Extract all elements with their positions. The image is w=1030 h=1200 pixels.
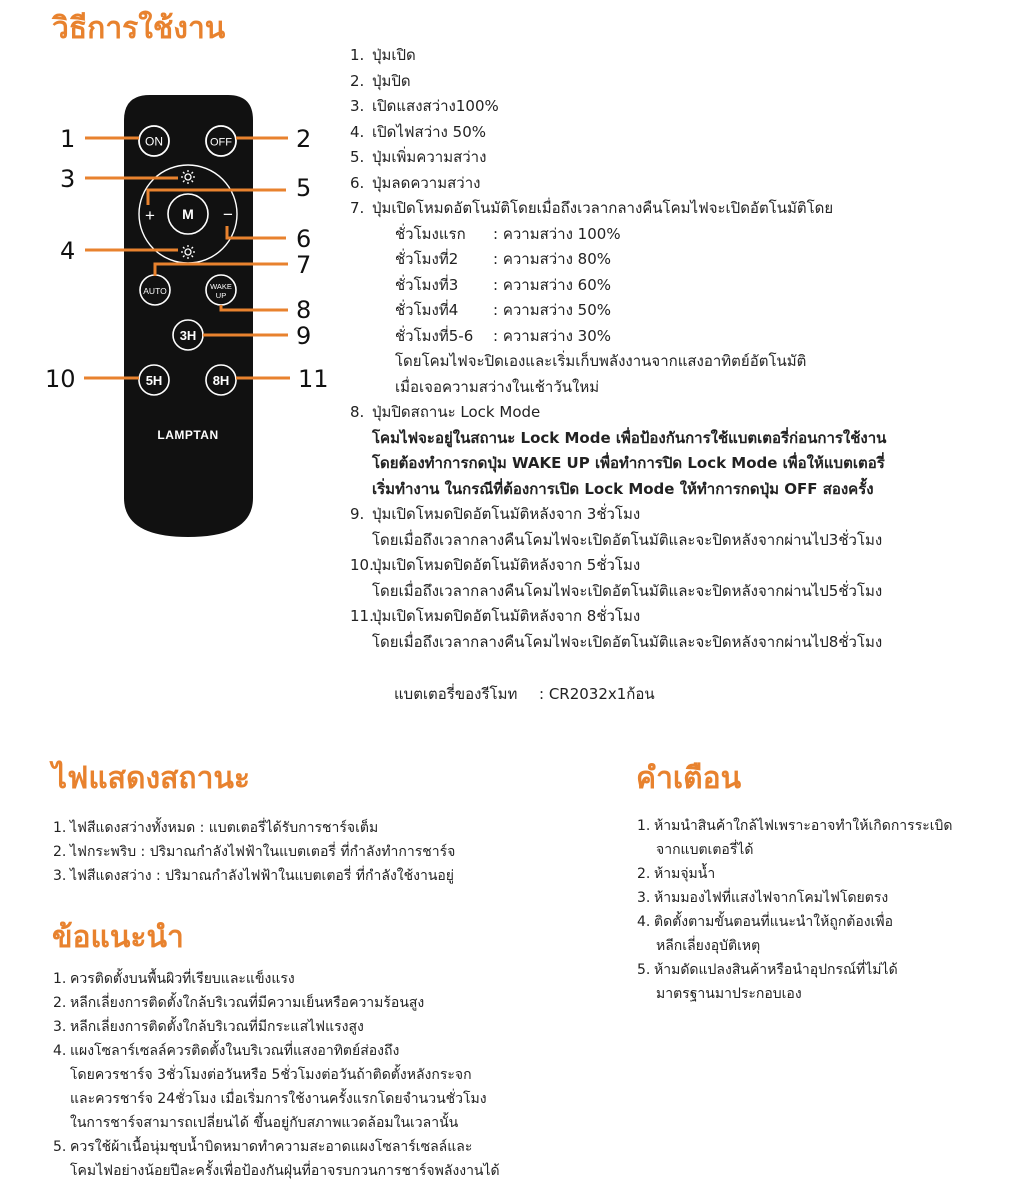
list-item: 11.ปุ่มเปิดโหมดปิดอัตโนมัติหลังจาก 8ชั่วโมง bbox=[350, 607, 641, 625]
callout-8: 8 bbox=[296, 296, 312, 324]
list-item: 1. ควรติดตั้งบนพื้นผิวที่เรียบและแข็งแรง bbox=[53, 971, 295, 987]
list-item: 8. ปุ่มปิดสถานะ Lock Mode bbox=[350, 403, 541, 421]
callout-4: 4 bbox=[60, 237, 76, 265]
schedule-row: ชั่วโมงที่2 : ความสว่าง 80% bbox=[395, 250, 612, 268]
list-item: 3. หลีกเลี่ยงการติดตั้งใกล้บริเวณที่มีกระแสไฟแรงสูง bbox=[53, 1019, 364, 1035]
list-item-cont: โดยควรชาร์จ 3ชั่วโมงต่อวันหรือ 5ชั่วโมงต่อวันถ้าติดตั้งหลังกระจก bbox=[70, 1067, 472, 1083]
callout-3: 3 bbox=[60, 165, 76, 193]
auto-button-label: AUTO bbox=[143, 286, 167, 296]
minus-button-label: − bbox=[223, 205, 233, 224]
list-item: 10.ปุ่มเปิดโหมดปิดอัตโนมัติหลังจาก 5ชั่วโมง bbox=[350, 556, 641, 574]
5h-button-label: 5H bbox=[145, 373, 163, 388]
status-list bbox=[53, 816, 455, 888]
list-item: 2. ห้ามจุ่มน้ำ bbox=[637, 866, 716, 882]
plus-button-label: + bbox=[145, 206, 155, 225]
auto-note-2: เมื่อเจอความสว่างในเช้าวันใหม่ bbox=[395, 377, 600, 396]
callout-6: 6 bbox=[296, 225, 312, 253]
remote-body bbox=[124, 95, 253, 537]
list-item-cont: ในการชาร์จสามารถเปลี่ยนได้ ขึ้นอยู่กับสภาพแวดล้อมในเวลานั้น bbox=[70, 1115, 459, 1131]
callout-5: 5 bbox=[296, 174, 312, 202]
remote-illustration bbox=[0, 0, 340, 545]
lock-mode-line: โดยต้องทำการกดปุ่ม WAKE UP เพื่อทำการปิด Lock Mode เพื่อให้แบตเตอรี่ bbox=[372, 454, 885, 472]
schedule-row: ชั่วโมงที่3 : ความสว่าง 60% bbox=[395, 275, 612, 294]
list-item-sub: โดยเมื่อถึงเวลากลางคืนโคมไฟจะเปิดอัตโนมัติและจะปิดหลังจากผ่านไป3ชั่วโมง bbox=[372, 530, 883, 549]
callout-1: 1 bbox=[60, 125, 76, 153]
off-button-label: OFF bbox=[210, 136, 232, 149]
battery-label: แบตเตอรี่ของรีโมท bbox=[394, 685, 518, 703]
list-item: 3. เปิดแสงสว่าง100% bbox=[350, 97, 499, 115]
usage-title: วิธีการใช้งาน bbox=[52, 11, 226, 46]
schedule-row: ชั่วโมงที่4 : ความสว่าง 50% bbox=[395, 301, 612, 319]
lock-mode-note bbox=[350, 426, 886, 503]
advice-title: ข้อแนะนำ bbox=[52, 920, 184, 955]
usage-list bbox=[350, 43, 886, 655]
list-item-sub: โดยเมื่อถึงเวลากลางคืนโคมไฟจะเปิดอัตโนมัติและจะปิดหลังจากผ่านไป5ชั่วโมง bbox=[372, 581, 883, 600]
list-item: 3. ไฟสีแดงสว่าง : ปริมาณกำลังไฟฟ้าในแบตเตอรี่ ที่กำลังใช้งานอยู่ bbox=[53, 868, 454, 884]
list-item: 9. ปุ่มเปิดโหมดปิดอัตโนมัติหลังจาก 3ชั่วโมง bbox=[350, 505, 641, 523]
list-item: 2. ปุ่มปิด bbox=[350, 71, 411, 90]
list-item-sub: โดยเมื่อถึงเวลากลางคืนโคมไฟจะเปิดอัตโนมัติและจะปิดหลังจากผ่านไป8ชั่วโมง bbox=[372, 632, 883, 651]
list-item: 5. ควรใช้ผ้าเนื้อนุ่มชุบน้ำบิดหมาดทำความสะอาดแผงโซลาร์เซลล์และ bbox=[53, 1139, 473, 1155]
8h-button-label: 8H bbox=[212, 373, 230, 388]
list-item: 7. ปุ่มเปิดโหมดอัตโนมัติโดยเมื่อถึงเวลากลางคืนโคมไฟจะเปิดอัตโนมัติโดย bbox=[350, 199, 834, 217]
schedule-row: ชั่วโมงที่5-6 : ความสว่าง 30% bbox=[395, 326, 612, 345]
on-button-label: ON bbox=[145, 134, 163, 149]
list-item: 5. ปุ่มเพิ่มความสว่าง bbox=[350, 148, 487, 166]
list-item: 1. ห้ามนำสินค้าใกล้ไฟเพราะอาจทำให้เกิดการระเบิด bbox=[637, 818, 953, 834]
lock-mode-line: โคมไฟจะอยู่ในสถานะ Lock Mode เพื่อป้องกันการใช้แบตเตอรี่ก่อนการใช้งาน bbox=[372, 428, 887, 447]
callout-10: 10 bbox=[45, 365, 76, 393]
warning-list bbox=[637, 814, 953, 1006]
lock-mode-line: เริ่มทำงาน ในกรณีที่ต้องการเปิด Lock Mode ให้ทำการกดปุ่ม OFF สองครั้ง bbox=[372, 479, 874, 498]
callout-7: 7 bbox=[296, 251, 312, 279]
callout-9: 9 bbox=[296, 322, 312, 350]
list-item: 2. ไฟกระพริบ : ปริมาณกำลังไฟฟ้าในแบตเตอรี่ ที่กำลังทำการชาร์จ bbox=[53, 844, 456, 860]
3h-button-label: 3H bbox=[179, 328, 197, 343]
battery-value: : CR2032x1ก้อน bbox=[539, 685, 655, 703]
list-item-cont: โคมไฟอย่างน้อยปีละครั้งเพื่อป้องกันฝุ่นที่อาจรบกวนการชาร์จพลังงานได้ bbox=[70, 1163, 500, 1179]
list-item: 5. ห้ามดัดแปลงสินค้าหรือนำอุปกรณ์ที่ไม่ได้ bbox=[637, 962, 898, 978]
list-item-cont: จากแบตเตอรี่ได้ bbox=[656, 842, 754, 858]
list-item: 4. แผงโซลาร์เซลล์ควรติดตั้งในบริเวณที่แสงอาทิตย์ส่องถึง bbox=[53, 1043, 400, 1059]
auto-note-1: โดยโคมไฟจะปิดเองและเริ่มเก็บพลังงานจากแสงอาทิตย์อัตโนมัติ bbox=[395, 352, 807, 370]
list-item-cont: หลีกเลี่ยงอุบัติเหตุ bbox=[656, 938, 761, 954]
battery-info bbox=[394, 682, 655, 708]
list-item: 1. ปุ่มเปิด bbox=[350, 46, 416, 64]
brightness-schedule bbox=[350, 222, 886, 401]
list-item-cont: มาตรฐานมาประกอบเอง bbox=[656, 986, 802, 1002]
list-item: 2. หลีกเลี่ยงการติดตั้งใกล้บริเวณที่มีความเย็นหรือความร้อนสูง bbox=[53, 995, 425, 1011]
m-button-label: M bbox=[182, 206, 194, 222]
schedule-row: ชั่วโมงแรก : ความสว่าง 100% bbox=[395, 224, 621, 243]
list-item: 4. เปิดไฟสว่าง 50% bbox=[350, 122, 486, 141]
callout-11: 11 bbox=[298, 365, 329, 393]
list-item: 3. ห้ามมองไฟที่แสงไฟจากโคมไฟโดยตรง bbox=[637, 890, 889, 906]
status-title: ไฟแสดงสถานะ bbox=[52, 761, 251, 796]
wake-button-label-1: WAKE bbox=[210, 282, 232, 291]
advice-list bbox=[53, 967, 500, 1183]
wake-button-label-2: UP bbox=[215, 291, 227, 300]
list-item: 6. ปุ่มลดความสว่าง bbox=[350, 173, 481, 192]
callout-2: 2 bbox=[296, 125, 312, 153]
list-item: 4. ติดตั้งตามขั้นตอนที่แนะนำให้ถูกต้องเพื่อ bbox=[637, 914, 894, 930]
list-item-cont: และควรชาร์จ 24ชั่วโมง เมื่อเริ่มการใช้งานครั้งแรกโดยจำนวนชั่วโมง bbox=[70, 1091, 487, 1107]
list-item: 1. ไฟสีแดงสว่างทั้งหมด : แบตเตอรี่ได้รับการชาร์จเต็ม bbox=[53, 820, 379, 836]
remote-brand: LAMPTAN bbox=[157, 428, 219, 442]
warning-title: คำเตือน bbox=[636, 761, 742, 796]
